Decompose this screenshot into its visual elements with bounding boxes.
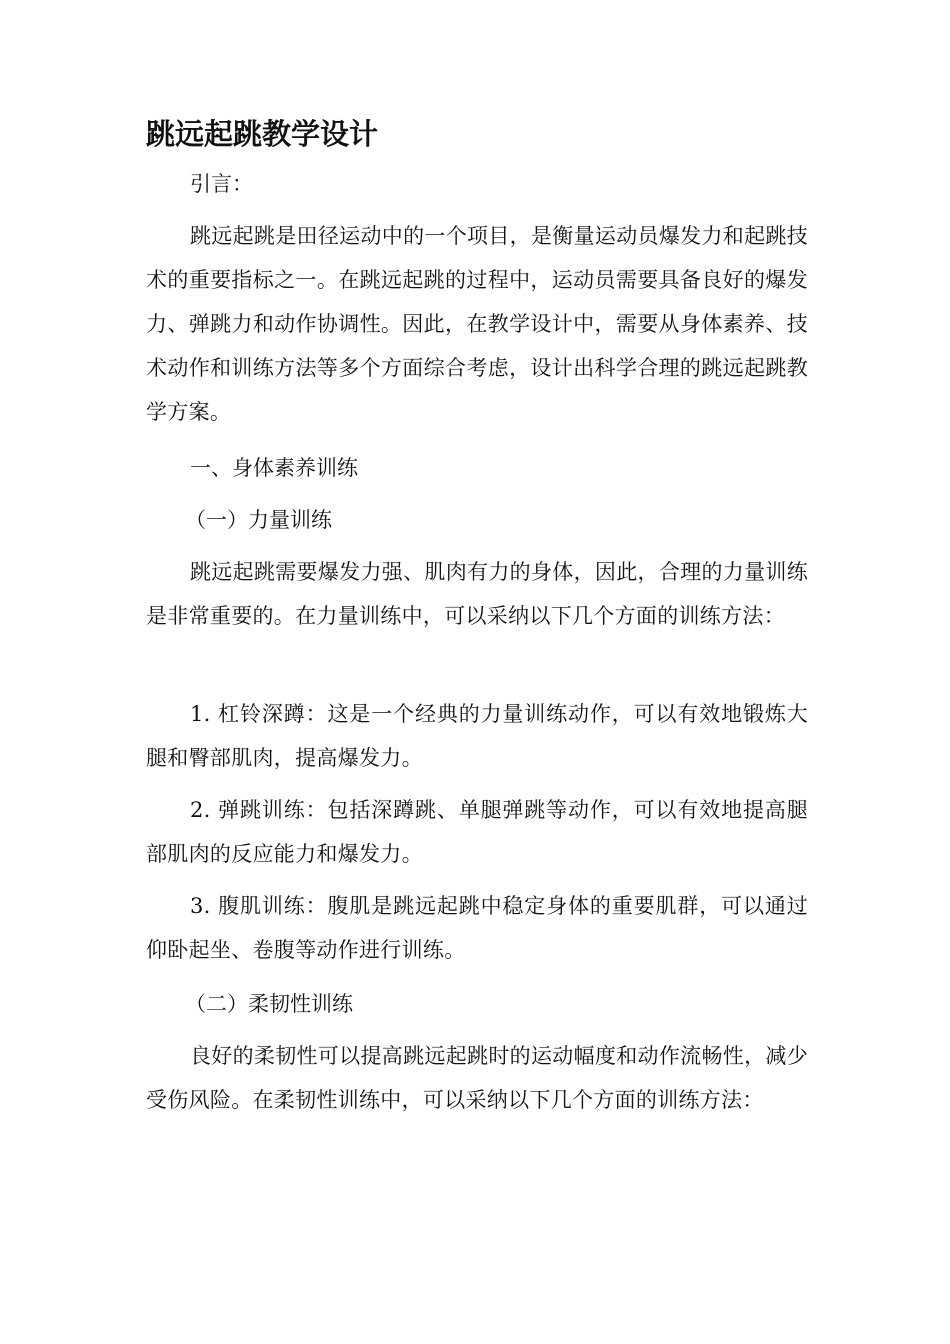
subsection-1-heading: （一）力量训练 <box>185 508 332 532</box>
list-item-2: 2. 弹跳训练：包括深蹲跳、单腿弹跳等动作，可以有效地提高腿部肌肉的反应能力和爆发力。 <box>146 798 808 866</box>
document-title: 跳远起跳教学设计 <box>146 117 379 151</box>
list-item-3: 3. 腹肌训练：腹肌是跳远起跳中稳定身体的重要肌群，可以通过仰卧起坐、卷腹等动作进行训练。 <box>146 894 808 962</box>
intro-paragraph: 跳远起跳是田径运动中的一个项目，是衡量运动员爆发力和起跳技术的重要指标之一。在跳远起跳的过程中，运动员需要具备良好的爆发力、弹跳力和动作协调性。因此，在教学设计中，需要从身体素养、技术动作和训练方法等多个方面综合考虑，设计出科学合理的跳远起跳教学方案。 <box>146 224 808 424</box>
list-item-1: 1. 杠铃深蹲：这是一个经典的力量训练动作，可以有效地锻炼大腿和臀部肌肉，提高爆发力。 <box>146 702 808 770</box>
section-1-heading: 一、身体素养训练 <box>190 456 358 480</box>
subsection-2-heading: （二）柔韧性训练 <box>185 992 353 1016</box>
subsection-2-paragraph: 良好的柔韧性可以提高跳远起跳时的运动幅度和动作流畅性，减少受伤风险。在柔韧性训练中，可以采纳以下几个方面的训练方法： <box>146 1044 808 1112</box>
subsection-1-paragraph: 跳远起跳需要爆发力强、肌肉有力的身体，因此，合理的力量训练是非常重要的。在力量训练中，可以采纳以下几个方面的训练方法： <box>146 560 808 628</box>
intro-label: 引言： <box>190 172 253 196</box>
